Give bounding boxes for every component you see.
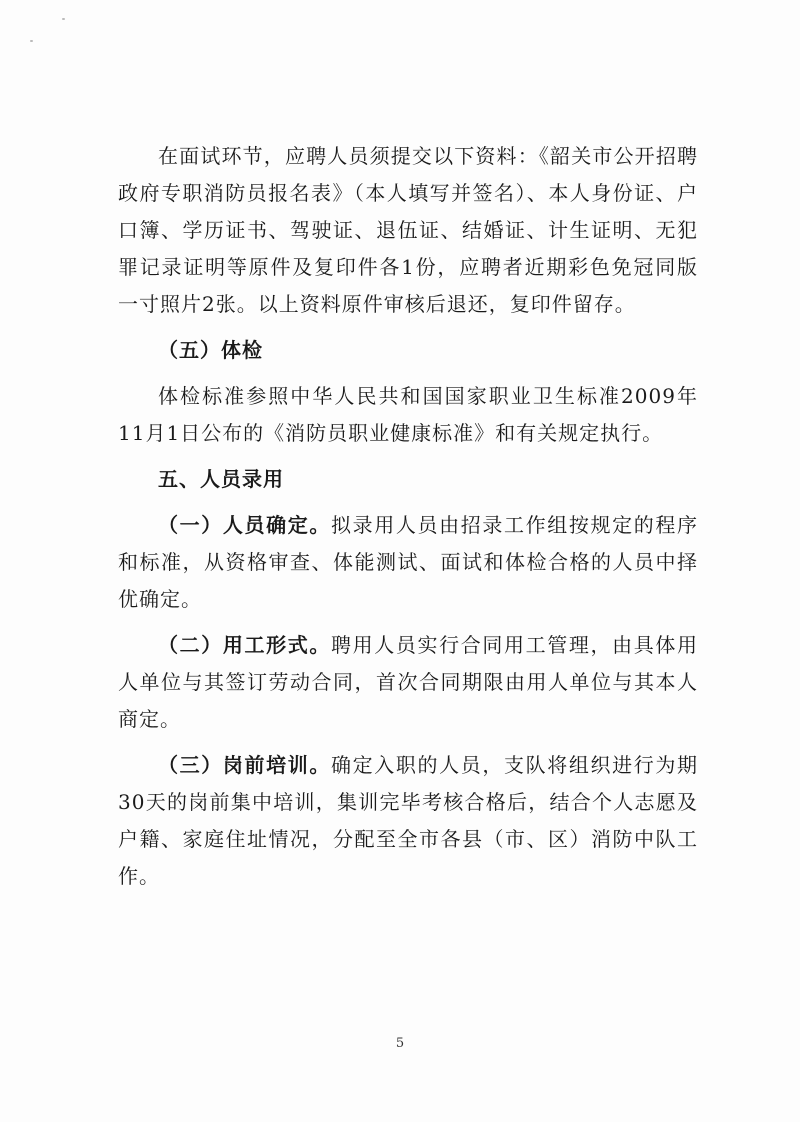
heading-employment: 五、人员录用 [158,467,284,491]
body-pre-job-training: 确定入职的人员，支队将组织进行为期30天的岗前集中培训，集训完毕考核合格后，结合个人志愿及户籍、家庭住址情况，分配至全市各县（市、区）消防中队工作。 [118,753,698,888]
page-number: 5 [395,1036,405,1051]
paragraph-employment-form [118,627,698,738]
scan-speck [62,18,65,20]
paragraph-pre-job-training [118,747,698,895]
body-personnel-confirmation: 拟录用人员由招录工作组按规定的程序和标准，从资格审查、体能测试、面试和体检合格的人员中择优确定。 [118,513,698,611]
document-body [118,138,698,895]
paragraph-physical-standard: 体检标准参照中华人民共和国国家职业卫生标准2009年11月1日公布的《消防员职业健康标准》和有关规定执行。 [118,384,698,445]
heading-physical-exam: （五）体检 [158,338,263,362]
lead-personnel-confirmation: （一）人员确定。 [158,513,331,537]
lead-pre-job-training: （三）岗前培训。 [158,753,331,777]
body-employment-form: 聘用人员实行合同用工管理，由具体用人单位与其签订劳动合同，首次合同期限由用人单位与其本人商定。 [118,633,698,731]
paragraph-personnel-confirmation [118,507,698,618]
paragraph-interview-materials: 在面试环节，应聘人员须提交以下资料：《韶关市公开招聘政府专职消防员报名表》（本人填写并签名）、本人身份证、户口簿、学历证书、驾驶证、退伍证、结婚证、计生证明、无犯罪记录证明等原件及复印件各1份，应聘者近期彩色免冠同版一寸照片2张。以上资料原件审核后退还，复印件留存。 [118,144,698,316]
lead-employment-form: （二）用工形式。 [158,633,331,657]
scan-speck [30,40,33,42]
